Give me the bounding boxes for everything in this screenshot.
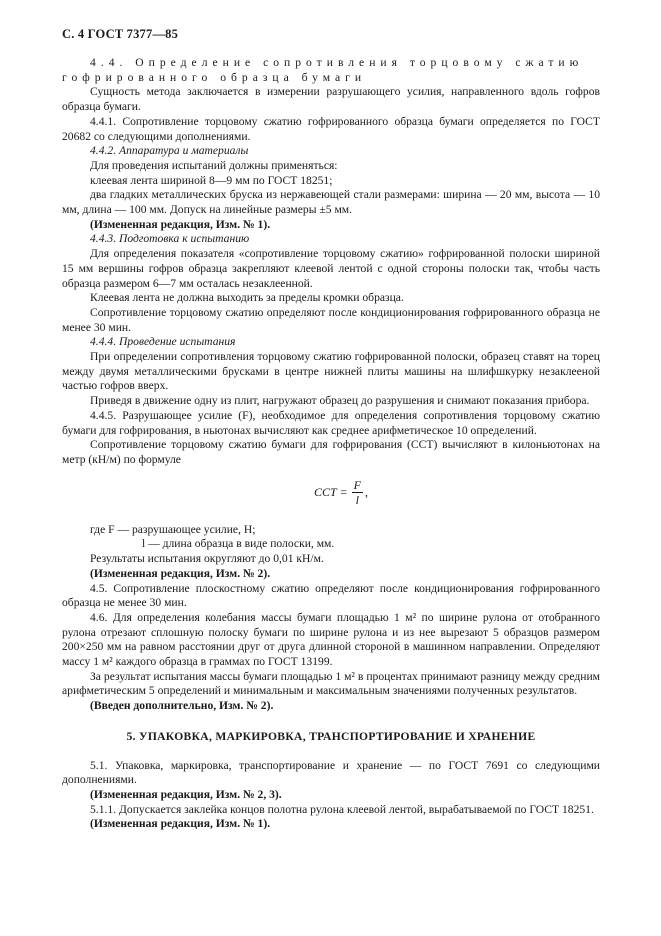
paragraph: 5.1.1. Допускается заклейка концов полотна рулона клеевой лентой, вырабатываемой по ГОСТ 18251.	[90, 802, 594, 816]
list-item: клеевая лента шириной 8—9 мм по ГОСТ 18251;	[90, 173, 333, 187]
section-4-4-title-line1: 4.4. Определение сопротивления торцовому сжатию	[90, 56, 584, 69]
page-header: С. 4 ГОСТ 7377—85	[62, 27, 179, 41]
paragraph: Для определения показателя «сопротивление торцовому сжатию» гофрированной полоски шириной 15 мм вершины гофров образца закрепляют клеевой лентой с одной стороны полоски так, чтобы часть образца размером 6—7 мм осталась незаклеенной.	[62, 247, 600, 290]
subsection-title: 4.4.4. Проведение испытания	[90, 335, 236, 349]
document-body	[62, 56, 600, 832]
formula-fraction	[352, 478, 363, 507]
formula-tail: ,	[364, 484, 368, 499]
paragraph: Сущность метода заключается в измерении разрушающего усилия, направленного вдоль гофров образца бумаги.	[62, 85, 600, 114]
formula-lhs: CCT =	[314, 484, 348, 499]
section-4-4-title-line2: гофрированного образца бумаги	[62, 70, 367, 84]
amendment-note: (Измененная редакция, Изм. № 2).	[90, 566, 271, 580]
paragraph: 4.4.5. Разрушающее усилие (F), необходимое для определения сопротивления торцовому сжатию бумаги для гофрирования, в ньютонах вычисляют как среднее арифметическое 10 определений.	[62, 408, 600, 437]
paragraph: Сопротивление торцовому сжатию бумаги для гофрирования (ССТ) вычисляют в килоньютонах на метр (кН/м) по формуле	[62, 438, 600, 466]
paragraph: Для проведения испытаний должны применяться:	[90, 158, 338, 172]
formula-numerator: F	[353, 477, 361, 492]
paragraph: Приведя в движение одну из плит, нагружают образец до разрушения и снимают показания прибора.	[90, 394, 590, 408]
subsection-title: 4.4.3. Подготовка к испытанию	[90, 232, 250, 246]
paragraph: 4.4.1. Сопротивление торцовому сжатию гофрированного образца бумаги определяется по ГОСТ 20682 со следующими дополнениями.	[62, 114, 600, 143]
paragraph: При определении сопротивления торцовому сжатию гофрированной полоски, образец ставят на торец между двумя металлическими брусками в центре нижней плиты машины на шлифшкурку незаклееной частью гофров вверх.	[62, 350, 600, 393]
paragraph: За результат испытания массы бумаги площадью 1 м² в процентах принимают разницу между средним арифметическим 5 определений и минимальным и максимальным значениями полученных результатов.	[62, 669, 600, 698]
amendment-note: (Введен дополнительно, Изм. № 2).	[90, 699, 274, 713]
formula	[62, 478, 600, 507]
paragraph: Сопротивление торцовому сжатию определяют после кондиционирования гофрированного образца не менее 30 мин.	[62, 305, 600, 334]
section-5-title: 5. УПАКОВКА, МАРКИРОВКА, ТРАНСПОРТИРОВАНИЕ И ХРАНЕНИЕ	[126, 729, 536, 743]
formula-denominator: l	[355, 492, 359, 507]
paragraph: 4.6. Для определения колебания массы бумаги площадью 1 м² по ширине рулона от отобранного рулона отрезают сплошную полоску бумаги по ширине рулона и из нее вырезают 5 образцов размером 200×250 мм на равном расстоянии друг от друга длинной стороной в машинном направлении. Определяют массу 1 м² каждого образца в граммах по ГОСТ 13199.	[62, 610, 600, 669]
formula-legend: где F — разрушающее усилие, Н;	[90, 522, 256, 536]
paragraph: 5.1. Упаковка, маркировка, транспортирование и хранение — по ГОСТ 7691 со следующими дополнениями.	[62, 758, 600, 787]
amendment-note: (Измененная редакция, Изм. № 1).	[90, 217, 271, 231]
paragraph: Результаты испытания округляют до 0,01 кН/м.	[90, 552, 324, 566]
formula-legend: l — длина образца в виде полоски, мм.	[142, 537, 335, 551]
list-item: два гладких металлических бруска из нержавеющей стали размерами: ширина — 20 мм, высота — 10 мм, длина — 100 мм. Допуск на линейные размеры ±5 мм.	[62, 188, 600, 217]
amendment-note: (Измененная редакция, Изм. № 1).	[90, 817, 271, 831]
paragraph: Клеевая лента не должна выходить за пределы кромки образца.	[90, 291, 404, 305]
amendment-note: (Измененная редакция, Изм. № 2, 3).	[90, 787, 282, 801]
subsection-title: 4.4.2. Аппаратура и материалы	[90, 144, 249, 158]
paragraph: 4.5. Сопротивление плоскостному сжатию определяют после кондиционирования гофрированного образца не менее 30 мин.	[62, 581, 600, 610]
